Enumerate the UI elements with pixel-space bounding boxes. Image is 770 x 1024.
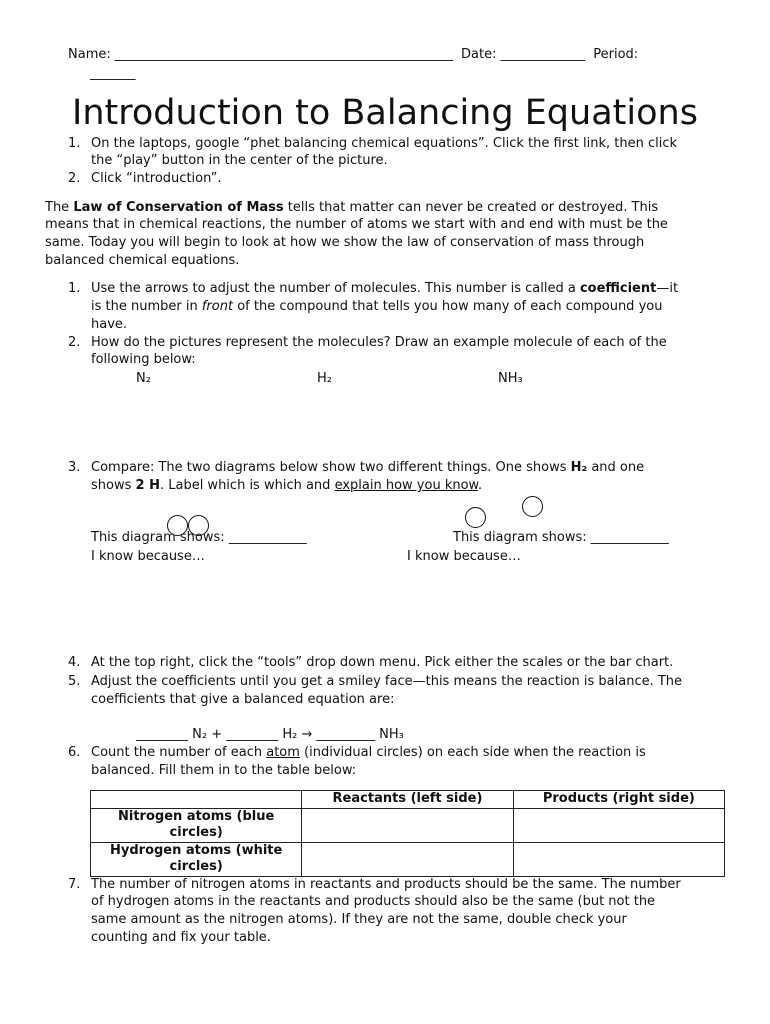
q1-line-2-pre: is the number in bbox=[91, 299, 202, 314]
atom-count-table bbox=[90, 790, 725, 877]
q3-text: Compare: The two diagrams below show two different things. One shows bbox=[91, 460, 571, 475]
q7-line-2: of hydrogen atoms in the reactants and products should also be the same (but not the bbox=[91, 894, 656, 909]
q6-line-1 bbox=[91, 744, 646, 762]
q1-text: Use the arrows to adjust the number of molecules. This number is called a bbox=[91, 281, 580, 296]
q1-front-term: front bbox=[201, 299, 234, 314]
q3-2h-term: 2 H bbox=[135, 478, 160, 493]
page-title: Introduction to Balancing Equations bbox=[72, 93, 698, 133]
q6-number: 6. bbox=[68, 745, 81, 760]
q3-text-end: and one bbox=[587, 460, 645, 475]
q1-line-2 bbox=[91, 298, 662, 316]
nitrogen-reactants-cell[interactable] bbox=[302, 809, 513, 843]
q1-text-end: —it bbox=[656, 281, 679, 296]
q2-line-1: How do the pictures represent the molecules? Draw an example molecule of each of the bbox=[91, 335, 667, 350]
separate-atom-circle-1 bbox=[465, 507, 486, 528]
molecule-label-n2: N₂ bbox=[136, 371, 151, 386]
q2-number: 2. bbox=[68, 335, 81, 350]
q1-coefficient-term: coefficient bbox=[579, 281, 657, 296]
separate-atom-circle-2 bbox=[522, 496, 543, 517]
molecule-label-nh3: NH₃ bbox=[498, 371, 523, 386]
step-1-line-1: On the laptops, google “phet balancing chemical equations”. Click the first link, then click bbox=[91, 136, 678, 151]
table-row bbox=[91, 809, 725, 843]
hydrogen-products-cell[interactable] bbox=[513, 843, 724, 877]
table-row bbox=[91, 843, 725, 877]
period-label: Period: bbox=[593, 47, 639, 62]
law-name: Law of Conservation of Mass bbox=[73, 200, 284, 215]
date-label: Date: _____________ bbox=[461, 47, 586, 62]
q1-line-2-post: of the compound that tells you how many of each compound you bbox=[233, 299, 663, 314]
q3-explain-term: explain how you know bbox=[334, 478, 478, 493]
step-2-line-1: Click “introduction”. bbox=[91, 171, 222, 186]
name-field bbox=[68, 46, 638, 64]
q4-line-1: At the top right, click the “tools” drop down menu. Pick either the scales or the bar chart. bbox=[91, 655, 674, 670]
step-1-line-2: the “play” button in the center of the picture. bbox=[91, 153, 388, 168]
right-diagram-shows: This diagram shows: ____________ bbox=[453, 530, 669, 545]
table-header-row bbox=[91, 791, 725, 809]
q1-line-1 bbox=[91, 280, 678, 298]
q7-line-3: same amount as the nitrogen atoms). If they are not the same, double check your bbox=[91, 912, 627, 927]
q6-atom-term: atom bbox=[266, 745, 300, 760]
q5-line-2: coefficients that give a balanced equation are: bbox=[91, 692, 395, 707]
q3-h2-term: H₂ bbox=[570, 460, 588, 475]
row-label-nitrogen: Nitrogen atoms (blue circles) bbox=[91, 809, 302, 843]
q1-number: 1. bbox=[68, 281, 81, 296]
q4-number: 4. bbox=[68, 655, 81, 670]
q3-number: 3. bbox=[68, 460, 81, 475]
left-diagram-shows: This diagram shows: ____________ bbox=[91, 530, 307, 545]
q6-line-2: balanced. Fill them in to the table below: bbox=[91, 763, 357, 778]
law-paragraph-line-2: means that in chemical reactions, the number of atoms we start with and end with must be the bbox=[45, 217, 668, 232]
law-paragraph-line-1 bbox=[45, 199, 658, 217]
left-diagram-because: I know because… bbox=[91, 549, 205, 564]
q2-line-2: following below: bbox=[91, 352, 196, 367]
balanced-equation: ________ N₂ + ________ H₂ → _________ NH₃ bbox=[136, 727, 404, 742]
q3-line-2-mid: . Label which is which and bbox=[159, 478, 335, 493]
law-line-1-rest: tells that matter can never be created or destroyed. This bbox=[283, 200, 659, 215]
q5-line-1: Adjust the coefficients until you get a smiley face—this means the reaction is balance. The bbox=[91, 674, 683, 689]
table-header-products: Products (right side) bbox=[513, 791, 724, 809]
molecule-label-h2: H₂ bbox=[317, 371, 332, 386]
q3-line-2-pre: shows bbox=[91, 478, 136, 493]
step-2-number: 2. bbox=[68, 171, 81, 186]
hydrogen-reactants-cell[interactable] bbox=[302, 843, 513, 877]
q7-line-4: counting and fix your table. bbox=[91, 930, 271, 945]
q7-line-1: The number of nitrogen atoms in reactants and products should be the same. The number bbox=[91, 877, 681, 892]
law-prefix: The bbox=[45, 200, 74, 215]
law-paragraph-line-3: same. Today you will begin to look at how we show the law of conservation of mass through bbox=[45, 235, 645, 250]
name-label: Name: ____________________________________________________ bbox=[68, 47, 453, 62]
q5-number: 5. bbox=[68, 674, 81, 689]
row-label-hydrogen: Hydrogen atoms (white circles) bbox=[91, 843, 302, 877]
period-blank: _______ bbox=[90, 66, 136, 81]
q6-text: Count the number of each bbox=[91, 745, 267, 760]
table-header-reactants: Reactants (left side) bbox=[302, 791, 513, 809]
q7-number: 7. bbox=[68, 877, 81, 892]
nitrogen-products-cell[interactable] bbox=[513, 809, 724, 843]
q3-line-1 bbox=[91, 459, 644, 477]
q6-text-end: (individual circles) on each side when the reaction is bbox=[299, 745, 646, 760]
right-diagram-because: I know because… bbox=[407, 549, 521, 564]
q3-line-2 bbox=[91, 477, 482, 495]
q3-line-2-end: . bbox=[477, 478, 483, 493]
table-header-blank bbox=[91, 791, 302, 809]
law-paragraph-line-4: balanced chemical equations. bbox=[45, 253, 240, 268]
step-1-number: 1. bbox=[68, 136, 81, 151]
q1-line-3: have. bbox=[91, 317, 128, 332]
